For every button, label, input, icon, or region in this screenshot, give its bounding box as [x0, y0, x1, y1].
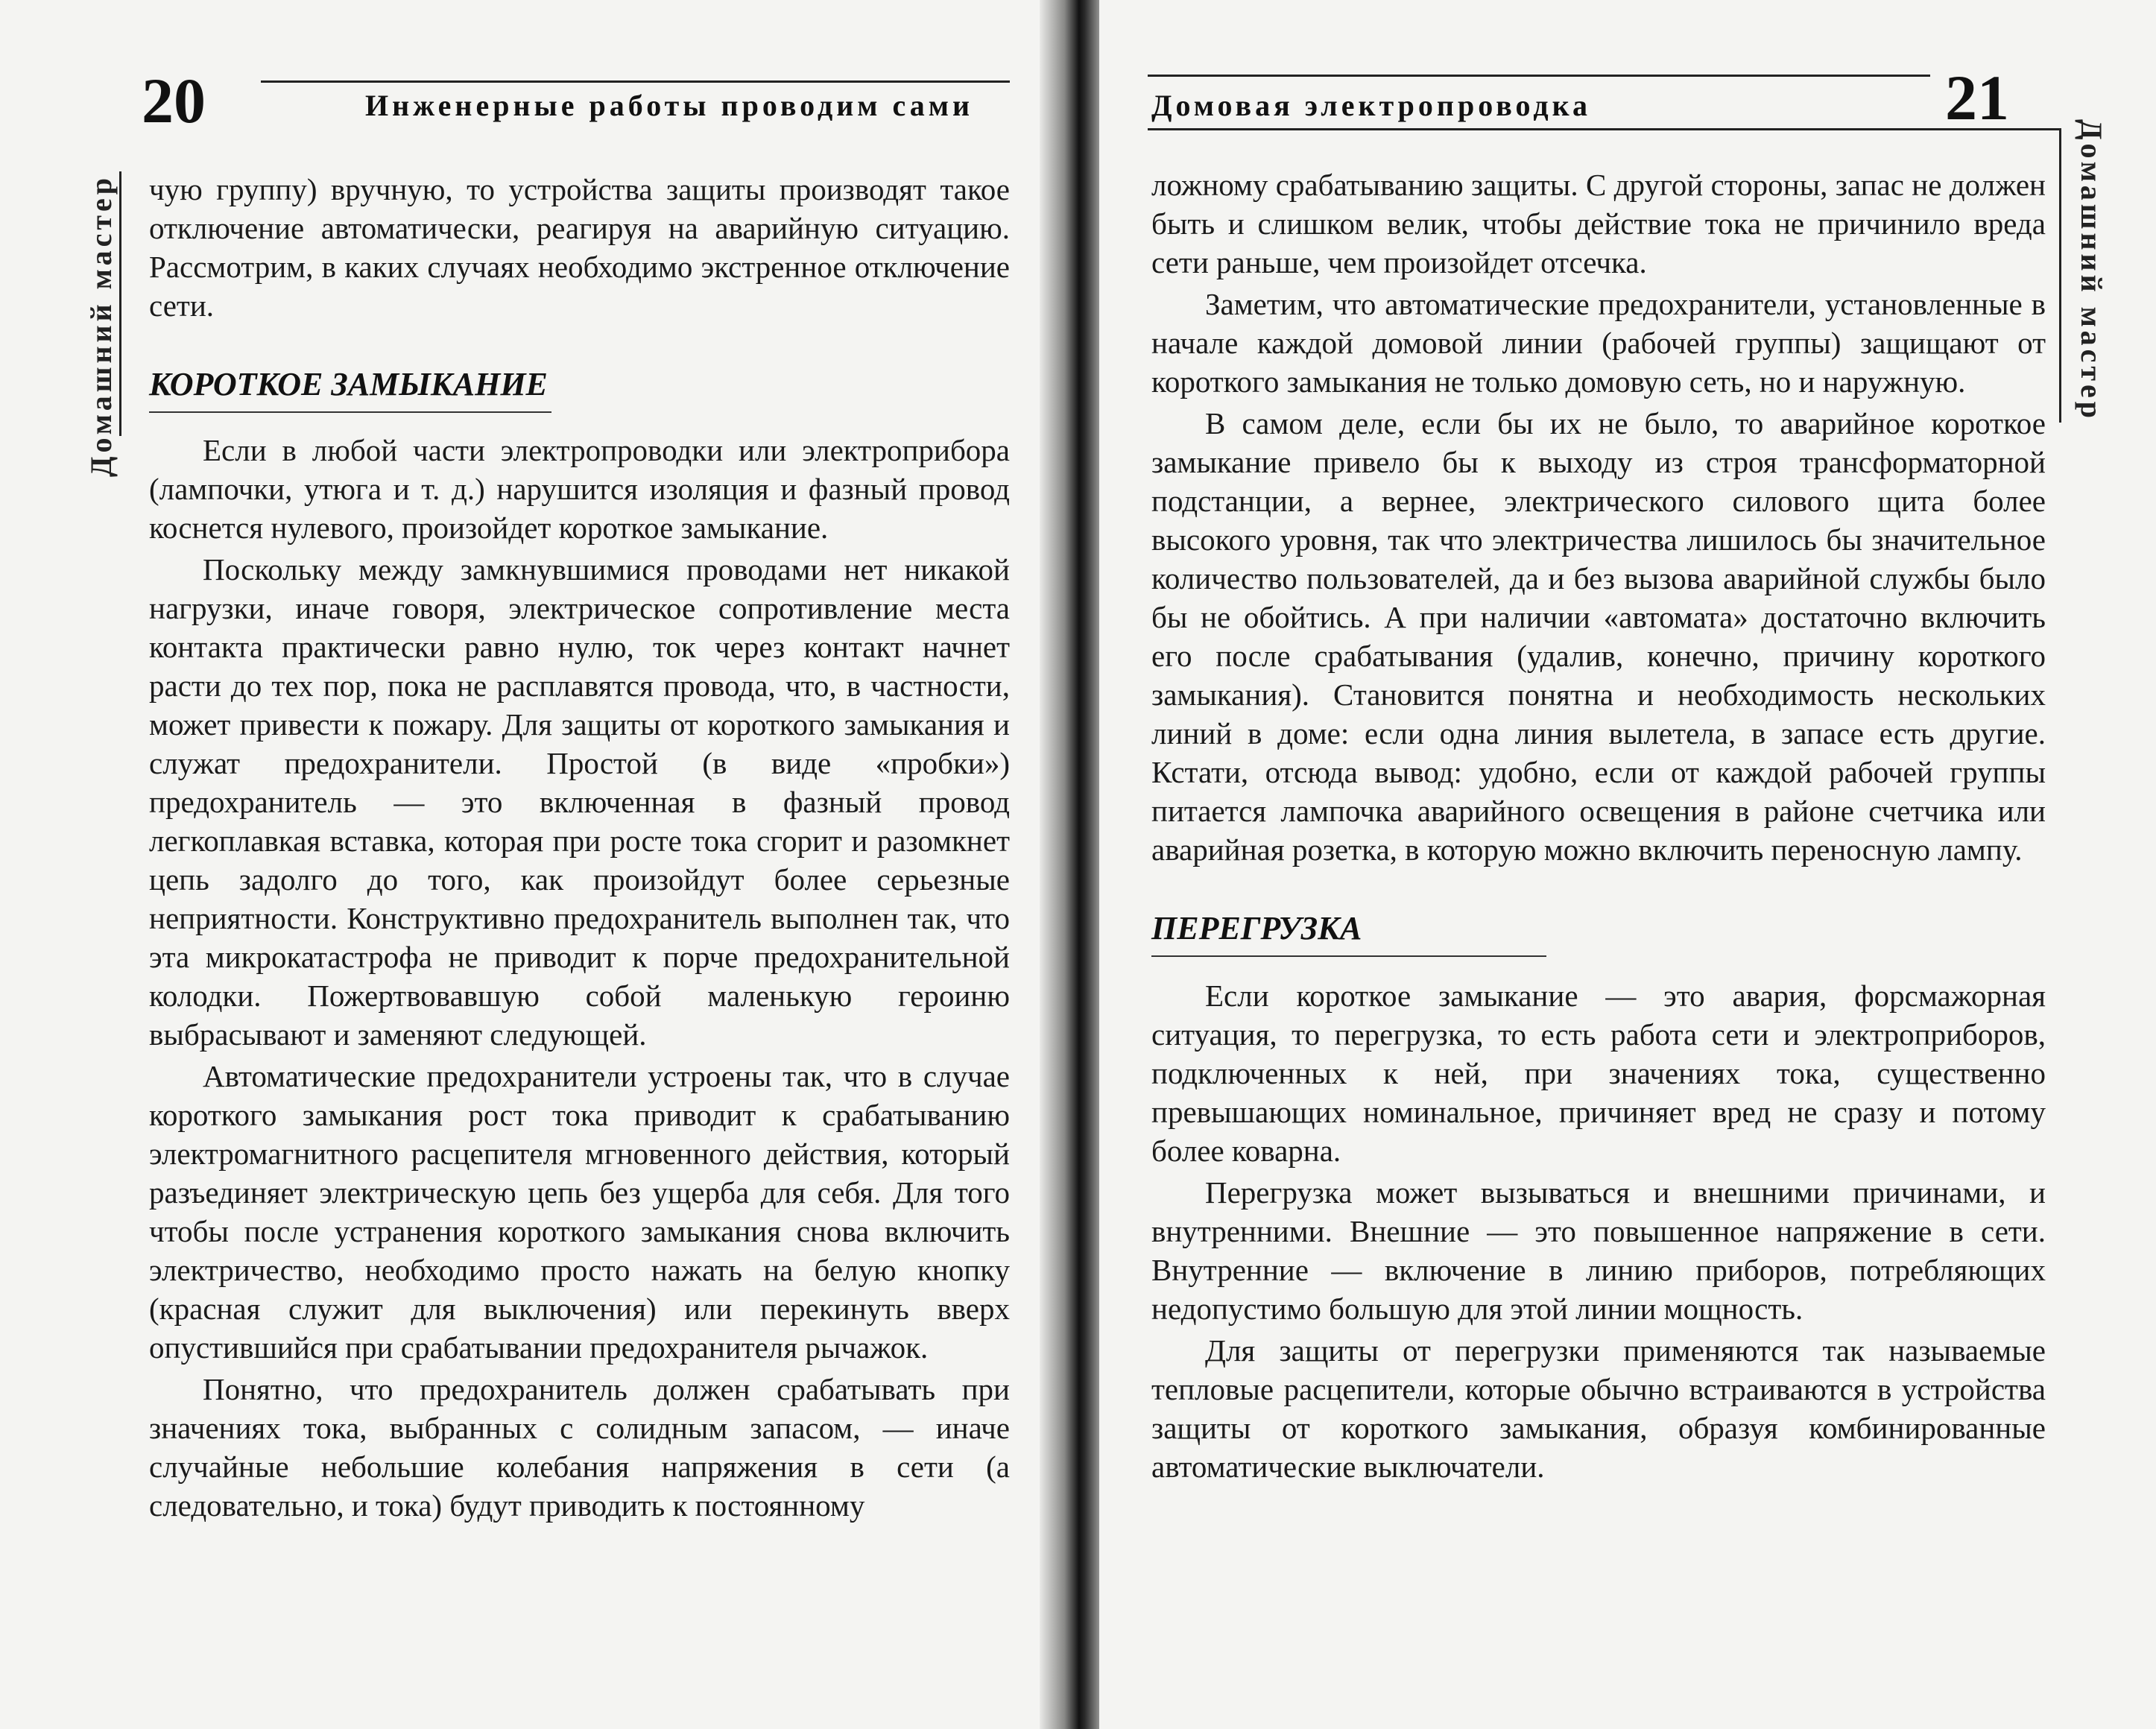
running-title-left: Инженерные работы проводим сами [365, 89, 974, 122]
side-label-right: Домашний мастер [2075, 119, 2108, 423]
left-paragraph: Поскольку между замкнувшимися проводами нет никакой нагрузки, иначе говоря, электрическое сопротивление места контакта практически равно нулю, ток через контакт начнет расти до тех пор, пока не расплавятся провода, что, в частности, может привести к пожару. Для защиты от короткого замыкания и служат предохранители. Простой (в виде «пробки») предохранитель — это включенная в фазный провод легкоплавкая вставка, которая при росте тока сгорит и разомкнет цепь задолго до того, как произойдут более серьезные неприятности. Конструктивно предохранитель выполнен так, что эта микрокатастрофа не приводит к порче предохранительной колодки. Пожертвовавшую собой маленькую героиню выбрасывают и заменяют следующей. [149, 552, 1010, 1052]
side-rule-left [119, 171, 121, 436]
right-paragraph: Для защиты от перегрузки применяются так называемые тепловые расцепители, которые обычно встраиваются в устройства защиты от короткого замыкания, образуя комбинированные автоматические выключатели. [1151, 1333, 2046, 1484]
right-paragraph: В самом деле, если бы их не было, то аварийное короткое замыкание привело бы к выходу из строя трансформаторной подстанции, а вернее, электрического силового щита более высокого уровня, так что электричества лишилось бы значительное количество пользователей, да и без вызова аварийной службы было бы не обойтись. А при наличии «автомата» достаточно включить его после срабатывания (удалив, конечно, причину короткого замыкания). Становится понятна и необходимость нескольких линий в доме: если одна линия вылетела, в запасе есть другие. Кстати, отсюда вывод: удобно, если от каждой рабочей группы питается лампочка аварийного освещения в районе счетчика или аварийная розетка, в которую можно включить переносную лампу. [1151, 406, 2046, 867]
left-paragraph: Если в любой части электропроводки или электроприбора (лампочки, утюга и т. д.) нарушится изоляция и фазный провод коснется нулевого, произойдет короткое замыкание. [149, 433, 1010, 545]
right-paragraph: Заметим, что автоматические предохранители, установленные в начале каждой домовой линии (рабочей группы) защищают от короткого замыкания не только домовую сеть, но и наружную. [1151, 287, 2046, 399]
left-paragraph: Автоматические предохранители устроены так, что в случае короткого замыкания рост тока приводит к срабатыванию электромагнитного расцепителя мгновенного действия, который разъединяет электрическую цепь без ущерба для себя. Для того чтобы после устранения короткого замыкания снова включить электричество, необходимо просто нажать на белую кнопку (красная служит для выключения) или перекинуть вверх опустившийся при срабатывании предохранителя рычажок. [149, 1059, 1010, 1365]
side-rule-right [2059, 128, 2061, 423]
right-page [1099, 0, 2156, 1729]
section-heading-short-circuit: КОРОТКОЕ ЗАМЫКАНИЕ [149, 366, 548, 402]
heading-underline-right [1151, 955, 1546, 957]
running-title-right: Домовая электропроводка [1151, 89, 1592, 122]
right-body [1151, 976, 2046, 1486]
header-rule-left [261, 80, 1010, 83]
side-label-left: Домашний мастер [84, 174, 118, 477]
section-heading-block-left [149, 364, 551, 413]
left-paragraph: Понятно, что предохранитель должен срабатывать при значениях тока, выбранных с солидным запасом, — иначе случайные небольшие колебания напряжения в сети (а следовательно, и тока) будут приводить к постоянному [149, 1372, 1010, 1523]
left-intro-paragraph: чую группу) вручную, то устройства защиты производят такое отключение автоматически, реагируя на аварийную ситуацию. Рассмотрим, в каких случаях необходимо экстренное отключение сети. [149, 172, 1010, 323]
right-text-column [1151, 165, 2046, 1486]
section-heading-overload: ПЕРЕГРУЗКА [1151, 910, 1362, 946]
right-paragraph: Если короткое замыкание — это авария, форсмажорная ситуация, то перегрузка, то есть работа сети и электроприборов, подключенных к ней, при значениях тока, существенно превышающих номинальное, причиняет вред не сразу и потому более коварна. [1151, 979, 2046, 1168]
left-text-column [149, 170, 1010, 1525]
page-number-right: 21 [1945, 62, 2009, 133]
right-paragraph: Перегрузка может вызываться и внешними причинами, и внутренними. Внешние — это повышенное напряжение в сети. Внутренние — включение в линию приборов, потребляющих недопустимо большую для этой линии мощность. [1151, 1175, 2046, 1326]
section-heading-block-right [1151, 908, 1546, 957]
page-number-left: 20 [142, 65, 206, 136]
header-rule-right-top [1148, 75, 1930, 77]
left-page [0, 0, 1073, 1729]
heading-underline-left [149, 411, 551, 413]
left-body [149, 431, 1010, 1525]
header-rule-right [1148, 128, 2061, 130]
right-paragraph: ложному срабатыванию защиты. С другой стороны, запас не должен быть и слишком велик, чтобы действие тока не причинило вреда сети раньше, чем произойдет отсечка. [1151, 168, 2046, 279]
